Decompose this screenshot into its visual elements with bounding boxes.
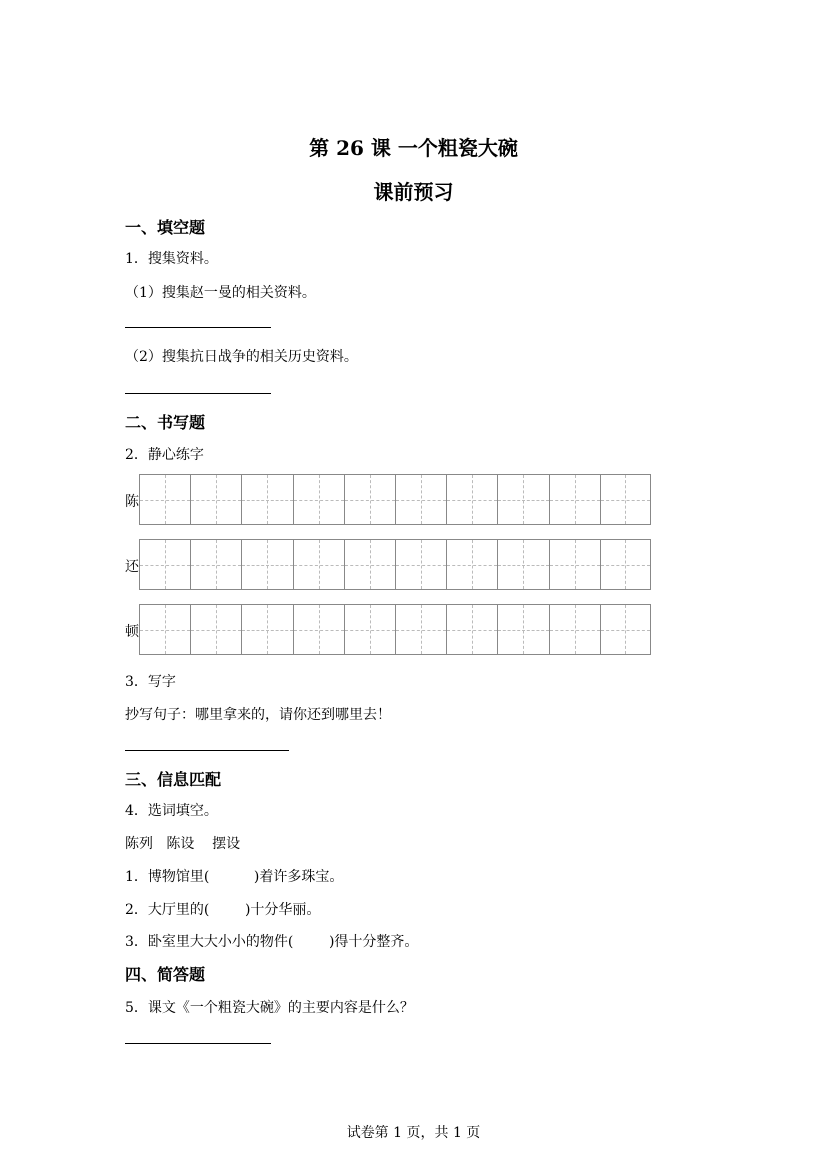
section-heading-short-answer: 四、简答题 (125, 965, 206, 984)
practice-cell[interactable] (139, 604, 190, 655)
section-heading-fill-blank: 一、填空题 (125, 218, 206, 237)
practice-grid-3[interactable] (139, 604, 651, 655)
question-5: 5．课文《一个粗瓷大碗》的主要内容是什么？ (125, 1000, 414, 1016)
practice-cell[interactable] (190, 604, 241, 655)
fill-item-2: 2．大厅里的( )十分华丽。 (125, 902, 321, 918)
practice-cell[interactable] (446, 539, 497, 590)
practice-cell[interactable] (600, 539, 651, 590)
practice-cell[interactable] (497, 539, 548, 590)
practice-cell[interactable] (293, 474, 344, 525)
practice-cell[interactable] (241, 604, 292, 655)
practice-grid-1[interactable] (139, 474, 651, 525)
practice-cell[interactable] (446, 474, 497, 525)
practice-cell[interactable] (190, 474, 241, 525)
practice-char-3: 顿 (125, 624, 139, 640)
practice-cell[interactable] (190, 539, 241, 590)
practice-char-2: 还 (125, 559, 139, 575)
section-heading-writing: 二、书写题 (125, 413, 206, 432)
section-heading-matching: 三、信息匹配 (125, 770, 222, 789)
answer-line[interactable] (125, 327, 271, 328)
practice-cell[interactable] (497, 474, 548, 525)
practice-cell[interactable] (241, 474, 292, 525)
question-3-prompt: 抄写句子：哪里拿来的，请你还到哪里去！ (125, 707, 391, 723)
practice-cell[interactable] (549, 539, 600, 590)
question-1: 1．搜集资料。 (125, 251, 218, 267)
fill-item-1: 1．博物馆里( )着许多珠宝。 (125, 869, 344, 885)
practice-cell[interactable] (293, 539, 344, 590)
practice-cell[interactable] (241, 539, 292, 590)
practice-cell[interactable] (549, 474, 600, 525)
page-footer: 试卷第 1 页，共 1 页 (346, 1125, 481, 1141)
answer-line[interactable] (125, 393, 271, 394)
practice-cell[interactable] (395, 539, 446, 590)
practice-cell[interactable] (139, 539, 190, 590)
page-title: 第 26 课 一个粗瓷大碗 (309, 136, 518, 160)
practice-grid-2[interactable] (139, 539, 651, 590)
practice-cell[interactable] (549, 604, 600, 655)
question-1-part-2: （2）搜集抗日战争的相关历史资料。 (125, 349, 358, 365)
word-bank: 陈列 陈设 摆设 (125, 836, 241, 852)
practice-char-1: 陈 (125, 494, 139, 510)
practice-cell[interactable] (344, 474, 395, 525)
practice-cell[interactable] (497, 604, 548, 655)
practice-cell[interactable] (395, 474, 446, 525)
practice-cell[interactable] (293, 604, 344, 655)
question-2: 2．静心练字 (125, 447, 204, 463)
practice-cell[interactable] (600, 604, 651, 655)
practice-cell[interactable] (395, 604, 446, 655)
practice-cell[interactable] (446, 604, 497, 655)
practice-cell[interactable] (139, 474, 190, 525)
question-1-part-1: （1）搜集赵一曼的相关资料。 (125, 285, 316, 301)
practice-cell[interactable] (600, 474, 651, 525)
practice-cell[interactable] (344, 539, 395, 590)
answer-line[interactable] (125, 1043, 271, 1044)
page-subtitle: 课前预习 (373, 180, 454, 204)
question-4: 4．选词填空。 (125, 803, 218, 819)
practice-cell[interactable] (344, 604, 395, 655)
question-3: 3．写字 (125, 674, 176, 690)
answer-line[interactable] (125, 750, 289, 751)
fill-item-3: 3．卧室里大大小小的物件( )得十分整齐。 (125, 934, 419, 950)
